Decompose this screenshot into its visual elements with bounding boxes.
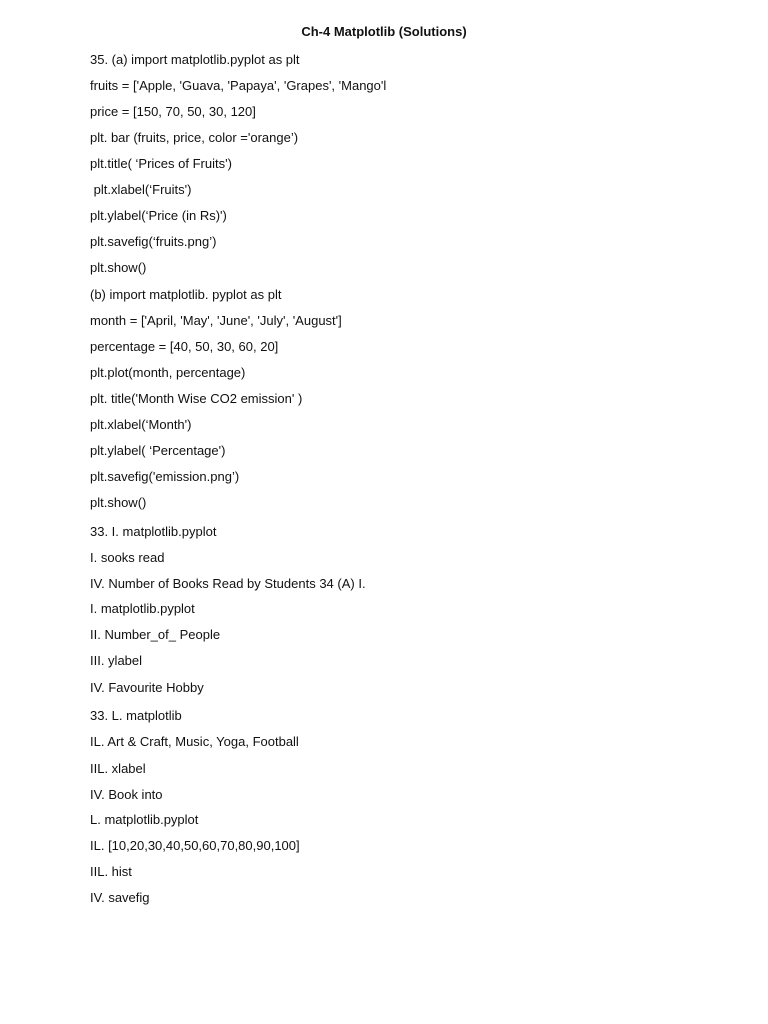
page-title: Ch-4 Matplotlib (Solutions) — [301, 24, 467, 39]
text-line: plt. bar (fruits, price, color ='orange’) — [90, 130, 299, 145]
text-line: 35. (a) import matplotlib.pyplot as plt — [90, 52, 300, 67]
text-line: plt.ylabel( ‘Percentage') — [90, 443, 226, 458]
text-line: price = [150, 70, 50, 30, 120] — [90, 104, 256, 119]
text-line: plt.ylabel(‘Price (in Rs)') — [90, 208, 227, 223]
text-line: IIL. xlabel — [90, 761, 146, 776]
text-line: plt.savefig('emission.png’) — [90, 469, 240, 484]
text-line: IV. Number of Books Read by Students 34 (A) I. — [90, 576, 366, 591]
text-line: L. matplotlib.pyplot — [90, 812, 199, 827]
text-line: fruits = ['Apple, 'Guava, 'Papaya', 'Grapes', 'Mango'l — [90, 78, 387, 93]
text-line: plt.plot(month, percentage) — [90, 365, 246, 380]
text-line: plt. title('Month Wise CO2 emission' ) — [90, 391, 303, 406]
text-line: percentage = [40, 50, 30, 60, 20] — [90, 339, 279, 354]
text-line: plt.xlabel(‘Fruits') — [90, 182, 192, 197]
text-line: II. Number_of_ People — [90, 627, 221, 642]
text-line: IL. [10,20,30,40,50,60,70,80,90,100] — [90, 838, 300, 853]
text-line: plt.xlabel(‘Month') — [90, 417, 192, 432]
text-line: 33. I. matplotlib.pyplot — [90, 524, 217, 539]
text-line: IIL. hist — [90, 864, 132, 879]
text-line: IV. Book into — [90, 787, 163, 802]
text-line: III. ylabel — [90, 653, 143, 668]
text-line: plt.show() — [90, 260, 147, 275]
text-line: 33. L. matplotlib — [90, 708, 182, 723]
text-line: plt.title( ‘Prices of Fruits') — [90, 156, 232, 171]
text-line: I. sooks read — [90, 550, 165, 565]
text-line: IL. Art & Craft, Music, Yoga, Football — [90, 734, 299, 749]
text-line: plt.savefig(‘fruits.png’) — [90, 234, 217, 249]
text-line: month = ['April, 'May', 'June', 'July', 'August'] — [90, 313, 342, 328]
text-line: (b) import matplotlib. pyplot as plt — [90, 287, 282, 302]
text-line: IV. savefig — [90, 890, 150, 905]
text-line: I. matplotlib.pyplot — [90, 601, 195, 616]
text-line: plt.show() — [90, 495, 147, 510]
text-line: IV. Favourite Hobby — [90, 680, 204, 695]
